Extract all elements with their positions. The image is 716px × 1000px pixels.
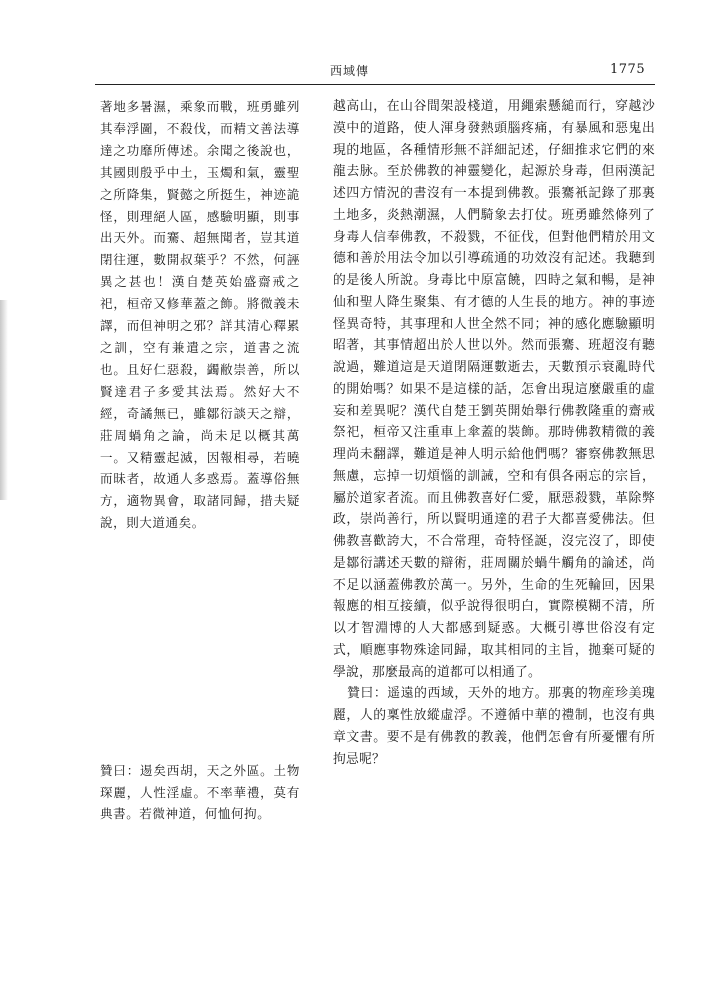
classical-chinese-column	[100, 96, 300, 534]
page-edge-shadow	[0, 300, 8, 500]
classical-eulogy-paragraph: 贊曰：逷矣西胡，天之外區。土物琛麗，人性淫虛。不率華禮，莫有典書。若微神道，何恤何拘。	[100, 763, 300, 821]
running-header-title: 西域傳	[330, 64, 370, 78]
header-rule	[95, 84, 655, 85]
translation-commentary-paragraph: 越高山，在山谷間架設棧道，用繩索懸縋而行，穿越沙漠中的道路，使人渾身發熱頭腦疼痛，有暴風和惡鬼出現的地區，各種情形無不詳細記述，仔細推求它們的來龍去脉。至於佛教的神靈變化，起源於身毒，但兩漢記述四方情況的書沒有一本提到佛教。張騫衹記錄了那裏土地多，炎熱潮濕，人們騎象去打仗。班勇雖然條列了身毒人信奉佛教，不殺戮，不征伐，但對他們精於用文德和善於用法令加以引導疏通的功效沒有記述。我聽到的是後人所說。身毒比中原富饒，四時之氣和暢，是神仙和聖人降生聚集、有才德的人生長的地方。神的事迹怪異奇特，其事理和人世全然不同；神的感化應驗顯明昭著，其事情超出於人世以外。然而張騫、班超沒有聽說過，難道這是天道閉隔運數逝去，天數預示衰亂時代的開始嗎？如果不是這樣的話，怎會出現這麼嚴重的虛妄和差異呢？漢代自楚王劉英開始舉行佛教隆重的齋戒祭祀，桓帝又注重車上傘蓋的裝飾。那時佛教精微的義理尚未翻譯，難道是神人明示給他們嗎？審察佛教無思無慮，忘掉一切煩惱的訓誡，空和有俱各兩忘的宗旨，屬於道家者流。而且佛教喜好仁愛，厭惡殺戮，革除弊政，崇尚善行，所以賢明通達的君子大都喜愛佛法。但佛教喜歡誇大，不合常理，奇特怪誕，沒完沒了，即使是鄒衍講述天數的辯術，莊周關於蝸牛觸角的論述，尚不足以涵蓋佛教於萬一。另外，生命的生死輪回，因果報應的相互接續，似乎說得很明白，實際模糊不清，所以才智淵博的人大都感到疑惑。大概引導世俗沒有定式，順應事物殊途同歸，取其相同的主旨，拋棄可疑的學說，那麼最高的道都可以相通了。	[333, 99, 655, 680]
translation-eulogy-paragraph: 贊曰：遥遠的西域，天外的地方。那裏的物産珍美瑰麗，人的稟性放縱虛浮。不遵循中華的禮制，也沒有典章文書。要不是有佛教的教義，他們怎會有所憂懼有所拘忌呢？	[333, 686, 655, 767]
page-number: 1775	[610, 62, 646, 77]
classical-commentary-paragraph: 著地多暑濕，乘象而戰，班勇雖列其奉浮圖，不殺伐，而精文善法導達之功靡所傳述。余聞之後說也，其國則殷乎中土，玉燭和氣，靈聖之所降集，賢懿之所挺生，神迹詭怪，則理絕人區，感驗明顯，則事出天外。而騫、超無聞者，豈其道閉往運，數開叔葉乎？不然，何誣異之甚也！漢自楚英始盛齋戒之祀，桓帝又修華蓋之飾。將微義未譯，而但神明之邪？詳其清心釋累之訓，空有兼遣之宗，道書之流也。且好仁惡殺，蠲敝崇善，所以賢達君子多愛其法焉。然好大不經，奇譎無已，雖鄒衍談天之辯，莊周蝸角之論，尚未足以概其萬一。又精靈起滅，因報相尋，若曉而昧者，故通人多惑焉。蓋導俗無方，適物異會，取諸同歸，措夫疑說，則大道通矣。	[100, 99, 300, 531]
translation-column	[333, 96, 655, 770]
